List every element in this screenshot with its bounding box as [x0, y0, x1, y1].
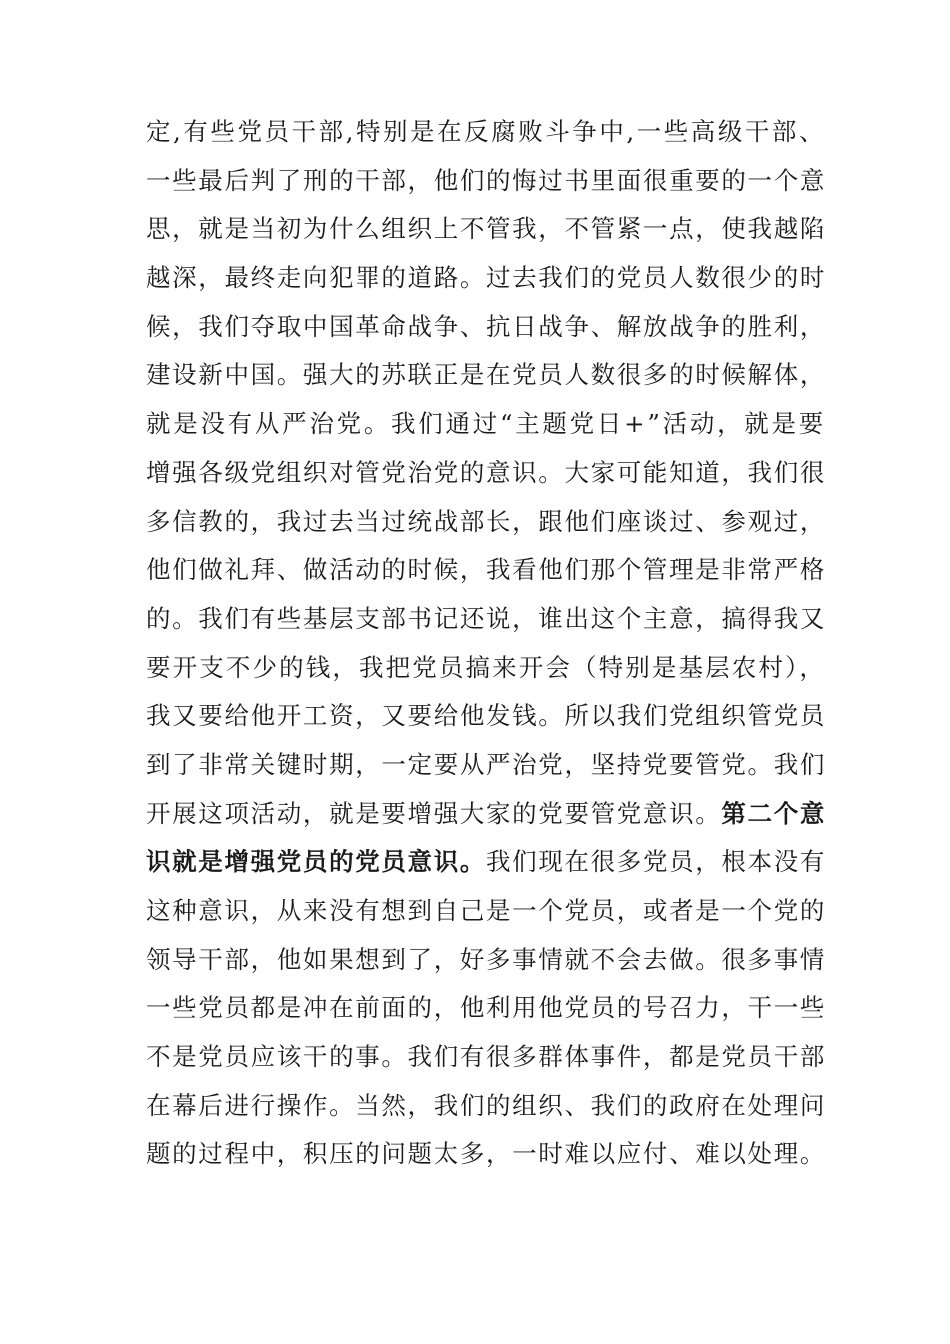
text-line: 一些党员都是冲在前面的，他利用他党员的号召力，干一些	[146, 993, 826, 1023]
text-segment: 开展这项活动，就是要增强大家的党要管党意识。	[146, 798, 722, 828]
text-line: 定,有些党员干部,特别是在反腐败斗争中,一些高级干部、	[146, 117, 826, 146]
text-line: 这种意识，从来没有想到自己是一个党员，或者是一个党的	[146, 896, 826, 925]
text-line: 的。我们有些基层支部书记还说，谁出这个主意，搞得我又	[146, 603, 826, 633]
bold-text-segment: 识就是增强党员的党员意识。	[146, 847, 487, 877]
text-line-with-bold-head	[146, 838, 826, 887]
text-line: 就是没有从严治党。我们通过“主题党日+”活动，就是要	[146, 409, 826, 439]
text-line: 不是党员应该干的事。我们有很多群体事件，都是党员干部	[146, 1042, 826, 1072]
text-line-with-bold-tail	[146, 790, 826, 839]
text-line: 越深，最终走向犯罪的道路。过去我们的党员人数很少的时	[146, 263, 826, 293]
text-line: 题的过程中，积压的问题太多，一时难以应付、难以处理。	[146, 1139, 826, 1169]
bold-text-segment: 第二个意	[721, 798, 826, 828]
body-text	[146, 108, 826, 1179]
text-line: 建设新中国。强大的苏联正是在党员人数很多的时候解体，	[146, 360, 826, 390]
text-segment: 我们现在很多党员，根本没有	[486, 847, 826, 877]
text-line: 多信教的，我过去当过统战部长，跟他们座谈过、参观过，	[146, 506, 826, 536]
text-line: 领导干部，他如果想到了，好多事情就不会去做。很多事情	[146, 944, 826, 974]
text-line: 思，就是当初为什么组织上不管我，不管紧一点，使我越陷	[146, 214, 826, 244]
text-line: 到了非常关键时期，一定要从严治党，坚持党要管党。我们	[146, 749, 826, 779]
text-line: 在幕后进行操作。当然，我们的组织、我们的政府在处理问	[146, 1090, 826, 1120]
text-line: 一些最后判了刑的干部，他们的悔过书里面很重要的一个意	[146, 165, 826, 195]
text-line: 增强各级党组织对管党治党的意识。大家可能知道，我们很	[146, 457, 826, 487]
text-line: 他们做礼拜、做活动的时候，我看他们那个管理是非常严格	[146, 555, 826, 585]
text-line: 要开支不少的钱，我把党员搞来开会（特别是基层农村），	[146, 652, 826, 682]
text-line: 候，我们夺取中国革命战争、抗日战争、解放战争的胜利，	[146, 311, 826, 341]
text-line: 我又要给他开工资，又要给他发钱。所以我们党组织管党员	[146, 701, 826, 731]
